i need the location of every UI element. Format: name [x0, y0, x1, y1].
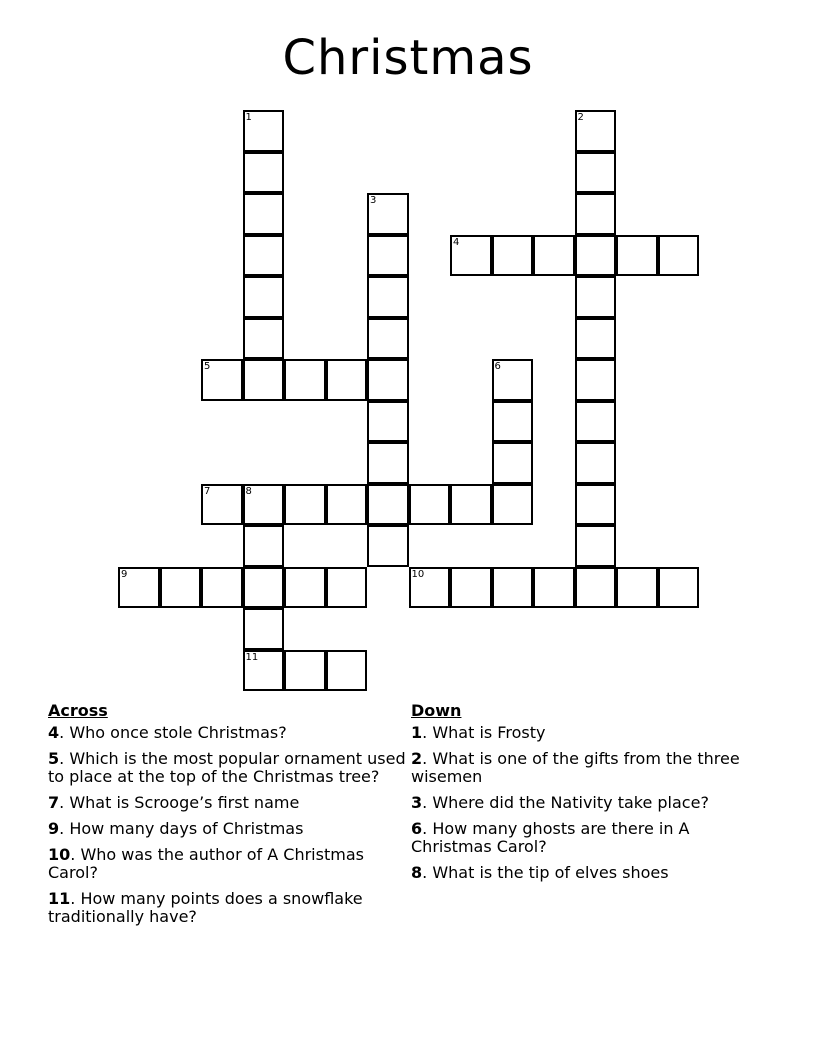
grid-cell[interactable]	[243, 193, 285, 235]
down-heading: Down	[411, 701, 462, 720]
grid-cell[interactable]	[409, 484, 451, 526]
clue-text: Who was the author of A Christmas Carol?	[48, 845, 364, 882]
grid-cell[interactable]	[284, 650, 326, 692]
cell-number: 11	[245, 651, 259, 663]
clue-down-3: 3. Where did the Nativity take place?	[411, 793, 709, 812]
grid-cell[interactable]	[575, 359, 617, 401]
cell-number: 8	[245, 485, 252, 497]
cell-number: 6	[494, 361, 501, 372]
clue-text: Where did the Nativity take place?	[432, 793, 709, 812]
grid-cell[interactable]	[284, 567, 326, 609]
grid-cell[interactable]	[575, 442, 617, 484]
clue-number: 6	[411, 819, 423, 838]
cell-number: 10	[411, 568, 425, 580]
grid-cell[interactable]	[367, 442, 409, 484]
grid-cell[interactable]	[326, 567, 368, 609]
clue-number: 1	[411, 723, 423, 742]
grid-cell[interactable]	[450, 235, 492, 277]
grid-cell[interactable]	[616, 235, 658, 277]
across-clues	[48, 702, 408, 934]
grid-cell[interactable]	[201, 567, 243, 609]
grid-cell[interactable]	[575, 110, 617, 152]
clue-across-11: 11. How many points does a snowflake traditionally have?	[48, 889, 363, 926]
grid-cell[interactable]	[326, 359, 368, 401]
grid-cell[interactable]	[367, 525, 409, 567]
clue-down-1: 1. What is Frosty	[411, 723, 546, 742]
grid-cell[interactable]	[575, 567, 617, 609]
grid-cell[interactable]	[367, 193, 409, 235]
grid-cell[interactable]	[243, 650, 285, 692]
grid-cell[interactable]	[450, 484, 492, 526]
clue-text: What is Frosty	[432, 723, 546, 742]
cell-number: 1	[245, 112, 252, 123]
grid-cell[interactable]	[201, 484, 243, 526]
cell-number: 9	[121, 568, 128, 580]
cell-number: 7	[204, 485, 211, 497]
grid-cell[interactable]	[243, 525, 285, 567]
cell-number: 4	[453, 236, 460, 248]
grid-cell[interactable]	[243, 110, 285, 152]
clue-text: What is one of the gifts from the three wisemen	[411, 749, 740, 786]
across-heading: Across	[48, 701, 108, 720]
grid-cell[interactable]	[533, 235, 575, 277]
grid-cell[interactable]	[575, 318, 617, 360]
clue-number: 7	[48, 793, 60, 812]
grid-cell[interactable]	[243, 484, 285, 526]
clue-text: What is Scrooge’s first name	[69, 793, 300, 812]
grid-cell[interactable]	[326, 484, 368, 526]
clue-across-5: 5. Which is the most popular ornament used to place at the top of the Christmas tree?	[48, 749, 406, 786]
grid-cell[interactable]	[243, 235, 285, 277]
clue-number: 11	[48, 889, 71, 908]
grid-cell[interactable]	[243, 359, 285, 401]
grid-cell[interactable]	[284, 359, 326, 401]
clue-down-6: 6. How many ghosts are there in A Christmas Carol?	[411, 819, 690, 856]
grid-cell[interactable]	[367, 401, 409, 443]
grid-cell[interactable]	[450, 567, 492, 609]
grid-cell[interactable]	[533, 567, 575, 609]
grid-cell[interactable]	[658, 235, 700, 277]
grid-cell[interactable]	[326, 650, 368, 692]
clue-text: How many days of Christmas	[69, 819, 304, 838]
puzzle-title: Christmas	[282, 30, 534, 86]
grid-cell[interactable]	[409, 567, 451, 609]
grid-cell[interactable]	[367, 359, 409, 401]
grid-cell[interactable]	[243, 567, 285, 609]
grid-cell[interactable]	[575, 401, 617, 443]
grid-cell[interactable]	[243, 276, 285, 318]
grid-cell[interactable]	[575, 525, 617, 567]
clue-number: 10	[48, 845, 71, 864]
grid-cell[interactable]	[118, 567, 160, 609]
cell-number: 5	[204, 361, 211, 372]
clue-down-8: 8. What is the tip of elves shoes	[411, 863, 669, 882]
grid-cell[interactable]	[575, 193, 617, 235]
clue-across-10: 10. Who was the author of A Christmas Carol?	[48, 845, 364, 882]
clue-across-4: 4. Who once stole Christmas?	[48, 723, 287, 742]
clue-across-9: 9. How many days of Christmas	[48, 819, 304, 838]
clue-number: 9	[48, 819, 60, 838]
grid-cell[interactable]	[284, 484, 326, 526]
cell-number: 3	[370, 195, 377, 206]
clue-text: Who once stole Christmas?	[69, 723, 287, 742]
grid-cell[interactable]	[367, 318, 409, 360]
grid-cell[interactable]	[658, 567, 700, 609]
grid-cell[interactable]	[243, 318, 285, 360]
cell-number: 2	[577, 112, 584, 123]
clue-across-7: 7. What is Scrooge’s first name	[48, 793, 300, 812]
grid-cell[interactable]	[201, 359, 243, 401]
clue-text: How many points does a snowflake traditionally have?	[48, 889, 363, 926]
grid-cell[interactable]	[243, 152, 285, 194]
grid-cell[interactable]	[492, 401, 534, 443]
grid-cell[interactable]	[492, 567, 534, 609]
grid-cell[interactable]	[575, 152, 617, 194]
clue-number: 8	[411, 863, 423, 882]
grid-cell[interactable]	[367, 484, 409, 526]
clue-text: Which is the most popular ornament used to place at the top of the Christmas tree?	[48, 749, 406, 786]
clue-text: What is the tip of elves shoes	[432, 863, 669, 882]
grid-cell[interactable]	[160, 567, 202, 609]
grid-cell[interactable]	[616, 567, 658, 609]
grid-cell[interactable]	[492, 442, 534, 484]
grid-cell[interactable]	[575, 276, 617, 318]
grid-cell[interactable]	[575, 484, 617, 526]
down-clues	[411, 702, 771, 890]
grid-cell[interactable]	[492, 235, 534, 277]
grid-cell[interactable]	[575, 235, 617, 277]
clue-number: 4	[48, 723, 60, 742]
grid-cell[interactable]	[367, 235, 409, 277]
clue-text: How many ghosts are there in A Christmas Carol?	[411, 819, 690, 856]
clue-down-2: 2. What is one of the gifts from the three wisemen	[411, 749, 740, 786]
clue-number: 5	[48, 749, 60, 768]
clue-number: 3	[411, 793, 423, 812]
grid-cell[interactable]	[492, 359, 534, 401]
grid-cell[interactable]	[367, 276, 409, 318]
grid-cell[interactable]	[243, 608, 285, 650]
grid-cell[interactable]	[492, 484, 534, 526]
clue-number: 2	[411, 749, 423, 768]
